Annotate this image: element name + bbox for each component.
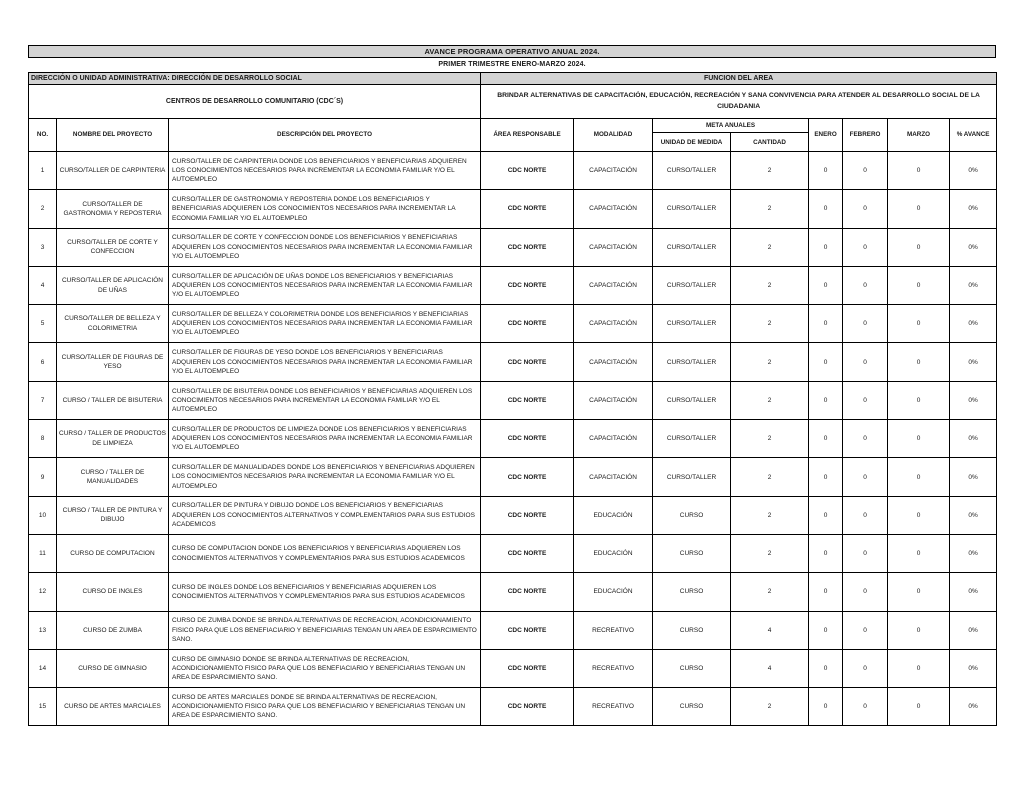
cell-nombre-proyecto: CURSO DE GIMNASIO	[57, 649, 169, 687]
cell-marzo: 0	[888, 496, 950, 534]
table-row	[29, 534, 997, 572]
cell-descripcion: CURSO/TALLER DE CARPINTERIA DONDE LOS BENEFICIARIOS Y BENEFICIARIAS ADQUIEREN LOS CONOCIMIENTOS NECESARIOS PARA INCREMENTAR LA ECONOMIA FAMILIAR Y/O EL AUTOEMPLEO	[169, 152, 481, 190]
cell-nombre-proyecto: CURSO/TALLER DE CORTE Y CONFECCION	[57, 228, 169, 266]
cell-marzo: 0	[888, 152, 950, 190]
cell-unidad-medida: CURSO	[653, 496, 731, 534]
cell-febrero: 0	[843, 228, 888, 266]
cell-modalidad: RECREATIVO	[574, 611, 653, 649]
cell-febrero: 0	[843, 381, 888, 419]
table-row	[29, 573, 997, 611]
cell-nombre-proyecto: CURSO / TALLER DE PRODUCTOS DE LIMPIEZA	[57, 420, 169, 458]
cell-avance: 0%	[950, 266, 997, 304]
cell-marzo: 0	[888, 534, 950, 572]
cell-unidad-medida: CURSO/TALLER	[653, 458, 731, 496]
cell-marzo: 0	[888, 381, 950, 419]
cell-descripcion: CURSO DE ZUMBA DONDE SE BRINDA ALTERNATIVAS DE RECREACION, ACONDICIONAMIENTO FISICO PARA QUE LOS BENEFIACIARIO Y BENEFICIARIAS TENGAN UN AREA DE ESPARCIMIENTO SANO.	[169, 611, 481, 649]
cell-febrero: 0	[843, 496, 888, 534]
cell-modalidad: CAPACITACIÓN	[574, 458, 653, 496]
cell-numero: 12	[29, 573, 57, 611]
cell-enero: 0	[809, 534, 843, 572]
cell-unidad-medida: CURSO/TALLER	[653, 266, 731, 304]
col-header-nombre: NOMBRE DEL PROYECTO	[57, 119, 169, 152]
cell-nombre-proyecto: CURSO DE COMPUTACION	[57, 534, 169, 572]
cell-area-responsable: CDC NORTE	[481, 573, 574, 611]
cell-enero: 0	[809, 152, 843, 190]
cell-numero: 15	[29, 688, 57, 726]
unit-function-row	[29, 85, 997, 119]
cell-febrero: 0	[843, 190, 888, 228]
col-header-febrero: FEBRERO	[843, 119, 888, 152]
cell-enero: 0	[809, 458, 843, 496]
table-row	[29, 228, 997, 266]
table-row	[29, 496, 997, 534]
cell-unidad-medida: CURSO	[653, 534, 731, 572]
cell-cantidad: 2	[731, 228, 809, 266]
cell-numero: 11	[29, 534, 57, 572]
cell-modalidad: CAPACITACIÓN	[574, 152, 653, 190]
cell-marzo: 0	[888, 420, 950, 458]
table-row	[29, 458, 997, 496]
table-row	[29, 305, 997, 343]
cell-area-responsable: CDC NORTE	[481, 266, 574, 304]
cell-cantidad: 2	[731, 496, 809, 534]
cell-enero: 0	[809, 266, 843, 304]
cell-area-responsable: CDC NORTE	[481, 343, 574, 381]
cell-avance: 0%	[950, 381, 997, 419]
col-header-meta-anuales: META ANUALES	[653, 119, 809, 133]
cell-enero: 0	[809, 611, 843, 649]
cell-modalidad: RECREATIVO	[574, 688, 653, 726]
cell-enero: 0	[809, 649, 843, 687]
table-row	[29, 611, 997, 649]
cell-avance: 0%	[950, 152, 997, 190]
cell-numero: 6	[29, 343, 57, 381]
cell-numero: 1	[29, 152, 57, 190]
cell-cantidad: 2	[731, 458, 809, 496]
cell-numero: 7	[29, 381, 57, 419]
cell-cantidad: 2	[731, 420, 809, 458]
cell-numero: 3	[29, 228, 57, 266]
unit-name: CENTROS DE DESARROLLO COMUNITARIO (CDC´S)	[29, 85, 481, 119]
cell-cantidad: 4	[731, 611, 809, 649]
admin-unit-label: DIRECCIÓN O UNIDAD ADMINISTRATIVA: DIRECCIÓN DE DESARROLLO SOCIAL	[29, 73, 481, 85]
cell-descripcion: CURSO/TALLER DE BISUTERIA DONDE LOS BENEFICIARIOS Y BENEFICIARIAS ADQUIEREN LOS CONOCIMIENTOS NECESARIOS PARA INCREMENTAR LA ECONOMIA FAMILIAR Y/O EL AUTOEMPLEO	[169, 381, 481, 419]
cell-cantidad: 2	[731, 266, 809, 304]
col-header-avance: % AVANCE	[950, 119, 997, 152]
table-body	[29, 152, 997, 726]
cell-descripcion: CURSO/TALLER DE CORTE Y CONFECCION DONDE LOS BENEFICIARIOS Y BENEFICIARIAS ADQUIEREN LOS CONOCIMIENTOS NECESARIOS PARA INCREMENTAR LA ECONOMIA FAMILIAR Y/O EL AUTOEMPLEO	[169, 228, 481, 266]
cell-avance: 0%	[950, 228, 997, 266]
cell-modalidad: CAPACITACIÓN	[574, 420, 653, 458]
report-title: AVANCE PROGRAMA OPERATIVO ANUAL 2024.	[28, 45, 996, 58]
col-header-enero: ENERO	[809, 119, 843, 152]
col-header-descripcion: DESCRIPCIÓN DEL PROYECTO	[169, 119, 481, 152]
table-row	[29, 190, 997, 228]
cell-descripcion: CURSO DE GIMNASIO DONDE SE BRINDA ALTERNATIVAS DE RECREACION, ACONDICIONAMIENTO FISICO PARA QUE LOS BENEFIACIARIO Y BENEFICIARIAS TENGAN UN AREA DE ESPARCIMIENTO SANO.	[169, 649, 481, 687]
cell-febrero: 0	[843, 266, 888, 304]
cell-area-responsable: CDC NORTE	[481, 649, 574, 687]
cell-cantidad: 2	[731, 343, 809, 381]
cell-unidad-medida: CURSO	[653, 611, 731, 649]
cell-enero: 0	[809, 305, 843, 343]
cell-avance: 0%	[950, 420, 997, 458]
cell-enero: 0	[809, 496, 843, 534]
area-function-text: BRINDAR ALTERNATIVAS DE CAPACITACIÓN, EDUCACIÓN, RECREACIÓN Y SANA CONVIVENCIA PARA ATENDER AL DESARROLLO SOCIAL DE LA CIUDADANIA	[481, 85, 997, 119]
cell-enero: 0	[809, 573, 843, 611]
cell-cantidad: 2	[731, 152, 809, 190]
cell-area-responsable: CDC NORTE	[481, 420, 574, 458]
cell-unidad-medida: CURSO/TALLER	[653, 305, 731, 343]
cell-febrero: 0	[843, 534, 888, 572]
cell-modalidad: CAPACITACIÓN	[574, 305, 653, 343]
cell-cantidad: 2	[731, 573, 809, 611]
col-header-no: NO.	[29, 119, 57, 152]
cell-area-responsable: CDC NORTE	[481, 305, 574, 343]
table-row	[29, 266, 997, 304]
cell-avance: 0%	[950, 343, 997, 381]
cell-cantidad: 2	[731, 305, 809, 343]
cell-nombre-proyecto: CURSO DE ARTES MARCIALES	[57, 688, 169, 726]
cell-febrero: 0	[843, 573, 888, 611]
cell-marzo: 0	[888, 343, 950, 381]
cell-descripcion: CURSO DE INGLES DONDE LOS BENEFICIARIOS Y BENEFICIARIAS ADQUIEREN LOS CONOCIMIENTOS ALTERNATIVOS Y COMPLEMENTARIOS PARA SUS ESTUDIOS ACADEMICOS	[169, 573, 481, 611]
area-function-label: FUNCION DEL AREA	[481, 73, 997, 85]
cell-unidad-medida: CURSO/TALLER	[653, 420, 731, 458]
table-row	[29, 152, 997, 190]
cell-modalidad: CAPACITACIÓN	[574, 266, 653, 304]
cell-febrero: 0	[843, 305, 888, 343]
cell-modalidad: CAPACITACIÓN	[574, 190, 653, 228]
cell-unidad-medida: CURSO	[653, 688, 731, 726]
cell-nombre-proyecto: CURSO DE INGLES	[57, 573, 169, 611]
cell-numero: 5	[29, 305, 57, 343]
cell-numero: 4	[29, 266, 57, 304]
cell-area-responsable: CDC NORTE	[481, 381, 574, 419]
cell-area-responsable: CDC NORTE	[481, 496, 574, 534]
cell-marzo: 0	[888, 688, 950, 726]
cell-modalidad: CAPACITACIÓN	[574, 228, 653, 266]
report-table	[28, 72, 997, 726]
cell-enero: 0	[809, 190, 843, 228]
cell-numero: 8	[29, 420, 57, 458]
cell-numero: 2	[29, 190, 57, 228]
cell-enero: 0	[809, 381, 843, 419]
table-row	[29, 381, 997, 419]
cell-descripcion: CURSO/TALLER DE MANUALIDADES DONDE LOS BENEFICIARIOS Y BENEFICIARIAS ADQUIEREN LOS CONOCIMIENTOS NECESARIOS PARA INCREMENTAR LA ECONOMIA FAMILIAR Y/O EL AUTOEMPLEO	[169, 458, 481, 496]
cell-cantidad: 2	[731, 190, 809, 228]
cell-enero: 0	[809, 228, 843, 266]
cell-marzo: 0	[888, 228, 950, 266]
cell-marzo: 0	[888, 573, 950, 611]
cell-marzo: 0	[888, 458, 950, 496]
cell-numero: 9	[29, 458, 57, 496]
cell-enero: 0	[809, 688, 843, 726]
cell-descripcion: CURSO/TALLER DE PRODUCTOS DE LIMPIEZA DONDE LOS BENEFICIARIOS Y BENEFICIARIAS ADQUIEREN LOS CONOCIMIENTOS NECESARIOS PARA INCREMENTAR LA ECONOMIA FAMILIAR Y/O EL AUTOEMPLEO	[169, 420, 481, 458]
cell-avance: 0%	[950, 649, 997, 687]
col-header-area: ÁREA RESPONSABLE	[481, 119, 574, 152]
cell-area-responsable: CDC NORTE	[481, 228, 574, 266]
cell-febrero: 0	[843, 649, 888, 687]
cell-unidad-medida: CURSO/TALLER	[653, 228, 731, 266]
table-row	[29, 420, 997, 458]
cell-nombre-proyecto: CURSO / TALLER DE PINTURA Y DIBUJO	[57, 496, 169, 534]
cell-nombre-proyecto: CURSO/TALLER DE CARPINTERIA	[57, 152, 169, 190]
col-header-unidad-medida: UNIDAD DE MEDIDA	[653, 133, 731, 152]
cell-cantidad: 4	[731, 649, 809, 687]
cell-avance: 0%	[950, 688, 997, 726]
table-row	[29, 343, 997, 381]
cell-febrero: 0	[843, 152, 888, 190]
cell-febrero: 0	[843, 458, 888, 496]
cell-numero: 10	[29, 496, 57, 534]
cell-descripcion: CURSO/TALLER DE BELLEZA Y COLORIMETRIA DONDE LOS BENEFICIARIOS Y BENEFICIARIAS ADQUIEREN LOS CONOCIMIENTOS NECESARIOS PARA INCREMENTAR LA ECONOMIA FAMILIAR Y/O EL AUTOEMPLEO	[169, 305, 481, 343]
cell-modalidad: RECREATIVO	[574, 649, 653, 687]
cell-unidad-medida: CURSO/TALLER	[653, 343, 731, 381]
cell-enero: 0	[809, 343, 843, 381]
cell-numero: 13	[29, 611, 57, 649]
cell-unidad-medida: CURSO	[653, 649, 731, 687]
cell-febrero: 0	[843, 343, 888, 381]
report-table-container	[28, 45, 996, 726]
cell-unidad-medida: CURSO/TALLER	[653, 190, 731, 228]
cell-avance: 0%	[950, 458, 997, 496]
cell-modalidad: CAPACITACIÓN	[574, 381, 653, 419]
cell-area-responsable: CDC NORTE	[481, 458, 574, 496]
cell-febrero: 0	[843, 420, 888, 458]
col-header-cantidad: CANTIDAD	[731, 133, 809, 152]
cell-nombre-proyecto: CURSO/TALLER DE BELLEZA Y COLORIMETRIA	[57, 305, 169, 343]
cell-avance: 0%	[950, 611, 997, 649]
cell-marzo: 0	[888, 649, 950, 687]
cell-avance: 0%	[950, 190, 997, 228]
cell-nombre-proyecto: CURSO/TALLER DE APLICACIÓN DE UÑAS	[57, 266, 169, 304]
cell-marzo: 0	[888, 190, 950, 228]
cell-nombre-proyecto: CURSO/TALLER DE FIGURAS DE YESO	[57, 343, 169, 381]
cell-area-responsable: CDC NORTE	[481, 152, 574, 190]
cell-unidad-medida: CURSO/TALLER	[653, 381, 731, 419]
table-row	[29, 649, 997, 687]
cell-modalidad: EDUCACIÓN	[574, 534, 653, 572]
col-header-modalidad: MODALIDAD	[574, 119, 653, 152]
cell-area-responsable: CDC NORTE	[481, 611, 574, 649]
cell-febrero: 0	[843, 688, 888, 726]
cell-nombre-proyecto: CURSO DE ZUMBA	[57, 611, 169, 649]
cell-area-responsable: CDC NORTE	[481, 534, 574, 572]
cell-numero: 14	[29, 649, 57, 687]
cell-avance: 0%	[950, 305, 997, 343]
cell-modalidad: CAPACITACIÓN	[574, 343, 653, 381]
cell-area-responsable: CDC NORTE	[481, 190, 574, 228]
cell-avance: 0%	[950, 573, 997, 611]
cell-marzo: 0	[888, 305, 950, 343]
col-header-marzo: MARZO	[888, 119, 950, 152]
cell-nombre-proyecto: CURSO / TALLER DE MANUALIDADES	[57, 458, 169, 496]
cell-marzo: 0	[888, 266, 950, 304]
cell-descripcion: CURSO/TALLER DE PINTURA Y DIBUJO DONDE LOS BENEFICIARIOS Y BENEFICIARIAS ADQUIEREN LOS CONOCIMIENTOS ALTERNATIVOS Y COMPLEMENTARIOS PARA SUS ESTUDIOS ACADEMICOS	[169, 496, 481, 534]
cell-area-responsable: CDC NORTE	[481, 688, 574, 726]
cell-modalidad: EDUCACIÓN	[574, 573, 653, 611]
table-row	[29, 688, 997, 726]
cell-avance: 0%	[950, 496, 997, 534]
cell-cantidad: 2	[731, 688, 809, 726]
cell-descripcion: CURSO DE ARTES MARCIALES DONDE SE BRINDA ALTERNATIVAS DE RECREACION, ACONDICIONAMIENTO FISICO PARA QUE LOS BENEFIACIARIO Y BENEFICIARIAS TENGAN UN AREA DE ESPARCIMIENTO SANO.	[169, 688, 481, 726]
cell-nombre-proyecto: CURSO / TALLER DE BISUTERIA	[57, 381, 169, 419]
cell-descripcion: CURSO/TALLER DE FIGURAS DE YESO DONDE LOS BENEFICIARIOS Y BENEFICIARIAS ADQUIEREN LOS CONOCIMIENTOS NECESARIOS PARA INCREMENTAR LA ECONOMIA FAMILIAR Y/O EL AUTOEMPLEO	[169, 343, 481, 381]
cell-modalidad: EDUCACIÓN	[574, 496, 653, 534]
cell-enero: 0	[809, 420, 843, 458]
report-subtitle: PRIMER TRIMESTRE ENERO-MARZO 2024.	[438, 61, 586, 68]
cell-unidad-medida: CURSO	[653, 573, 731, 611]
cell-cantidad: 2	[731, 381, 809, 419]
cell-unidad-medida: CURSO/TALLER	[653, 152, 731, 190]
column-header-row	[29, 119, 997, 133]
admin-row	[29, 73, 997, 85]
cell-febrero: 0	[843, 611, 888, 649]
cell-avance: 0%	[950, 534, 997, 572]
cell-marzo: 0	[888, 611, 950, 649]
cell-descripcion: CURSO DE COMPUTACION DONDE LOS BENEFICIARIOS Y BENEFICIARIAS ADQUIEREN LOS CONOCIMIENTOS ALTERNATIVOS Y COMPLEMENTARIOS PARA SUS ESTUDIOS ACADEMICOS	[169, 534, 481, 572]
cell-cantidad: 2	[731, 534, 809, 572]
cell-nombre-proyecto: CURSO/TALLER DE GASTRONOMIA Y REPOSTERIA	[57, 190, 169, 228]
cell-descripcion: CURSO/TALLER DE APLICACIÓN DE UÑAS DONDE LOS BENEFICIARIOS Y BENEFICIARIAS ADQUIEREN LOS CONOCIMIENTOS NECESARIOS PARA INCREMENTAR LA ECONOMIA FAMILIAR Y/O EL AUTOEMPLEO	[169, 266, 481, 304]
cell-descripcion: CURSO/TALLER DE GASTRONOMIA Y REPOSTERIA DONDE LOS BENEFICIARIOS Y BENEFICIARIAS ADQUIEREN LOS CONOCIMIENTOS NECESARIOS PARA INCREMENTAR LA ECONOMIA FAMILIAR Y/O EL AUTOEMPLEO	[169, 190, 481, 228]
